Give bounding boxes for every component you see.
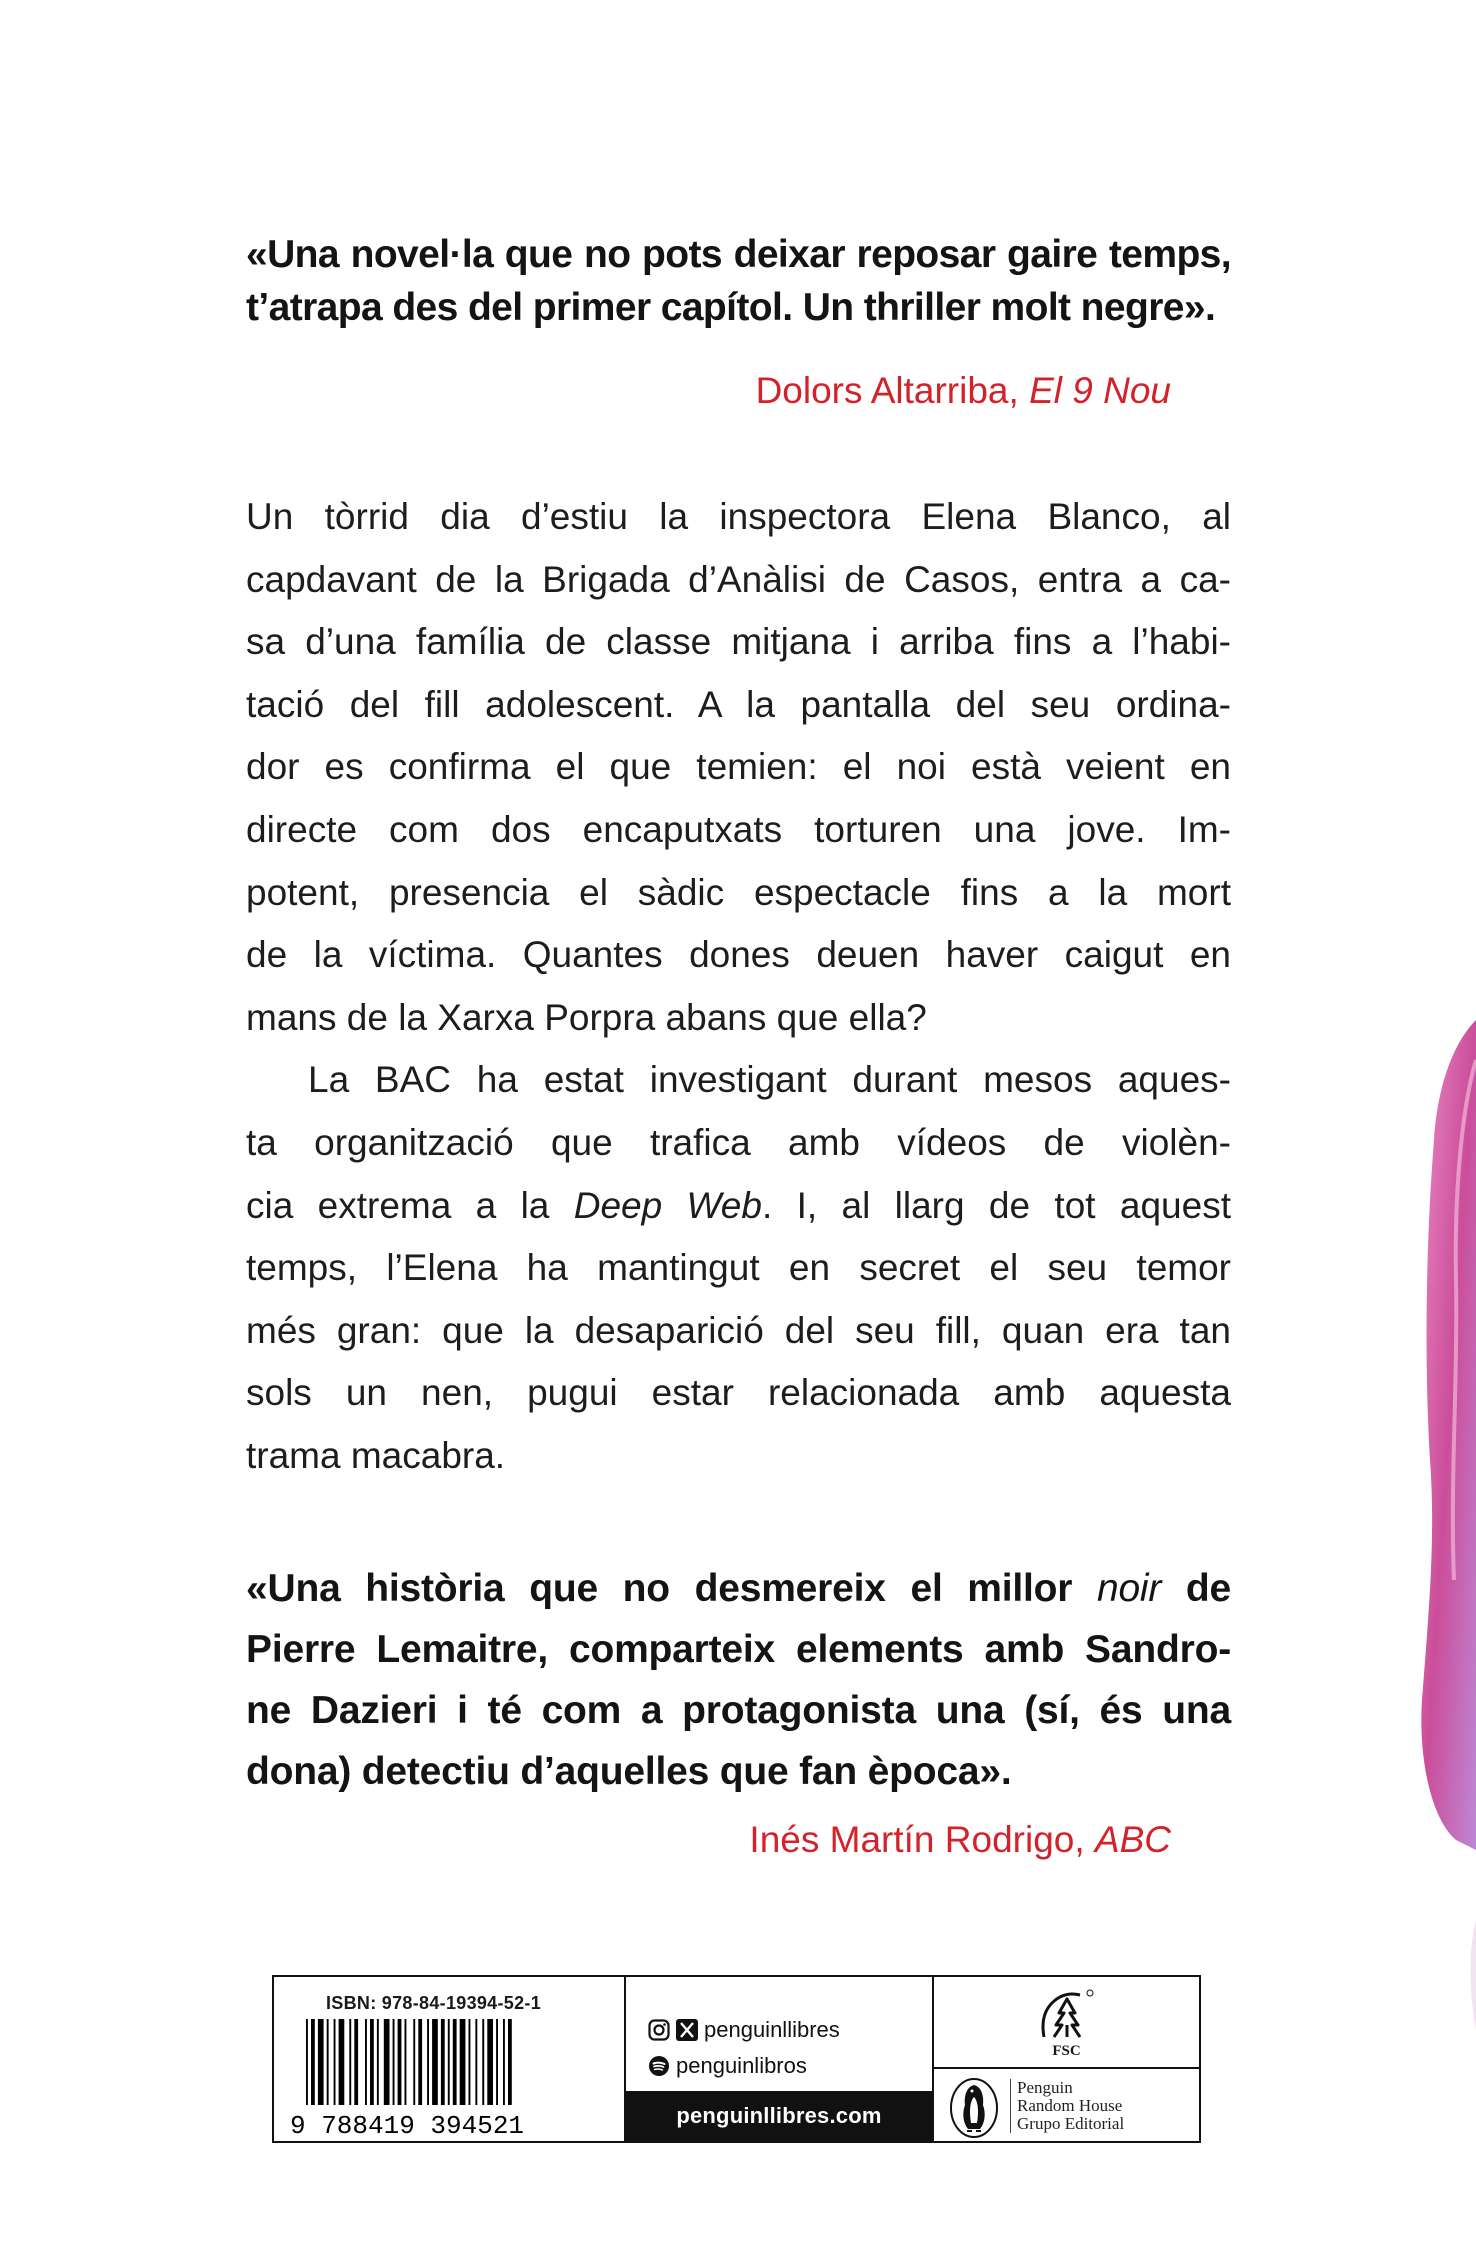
synopsis-line-mixed	[246, 1175, 1231, 1238]
barcode-bar	[508, 2019, 512, 2105]
barcode-bar	[398, 2019, 402, 2105]
barcode-bar	[496, 2019, 498, 2105]
barcode-bar	[427, 2019, 429, 2105]
spotify-icon[interactable]	[648, 2055, 670, 2077]
barcode-bar	[441, 2019, 445, 2105]
isbn-label: ISBN: 978-84-19394-52-1	[326, 1993, 542, 2013]
quote-2-attribution	[749, 1818, 1171, 1862]
barcode-bar	[432, 2019, 438, 2105]
fsc-label: FSC	[1052, 2043, 1081, 2059]
barcode-bar	[311, 2019, 315, 2105]
synopsis-line: dor es confirma el que temien: el noi està veient en	[246, 746, 1231, 788]
synopsis-line: temps, l’Elena ha mantingut en secret el seu temor	[246, 1247, 1231, 1289]
barcode-icon	[288, 2019, 614, 2137]
fsc-block	[934, 1977, 1199, 2069]
quote-2-line-4: dona) detectiu d’aquelles que fan època».	[246, 1750, 1012, 1793]
synopsis-line: directe com dos encaputxats torturen una jove. Im-	[246, 808, 1231, 850]
fsc-tree-icon	[1034, 1985, 1100, 2043]
quote-1-source: El 9 Nou	[1029, 370, 1171, 411]
barcode-bar	[460, 2019, 466, 2105]
publisher-name	[1010, 2079, 1124, 2133]
barcode-bar	[413, 2019, 415, 2105]
publisher-line: Random House	[1017, 2096, 1123, 2115]
penguin-logo-icon	[948, 2077, 1000, 2139]
review-quote-2	[246, 1558, 1231, 1802]
quote-2-line-2: Pierre Lemaitre, comparteix elements amb Sandro-	[246, 1628, 1231, 1671]
publisher-line: Penguin	[1017, 2078, 1073, 2097]
quote-2-source: ABC	[1094, 1819, 1171, 1860]
x-icon[interactable]	[676, 2019, 698, 2041]
barcode-bar	[327, 2019, 329, 2105]
quote-2-italic-term: noir	[1096, 1567, 1162, 1610]
social-row-1	[648, 2015, 840, 2045]
synopsis-text: cia extrema a la	[246, 1184, 574, 1226]
quote-2-line-1	[246, 1558, 1231, 1619]
social-handle-penguinllibres[interactable]: penguinllibres	[704, 2017, 840, 2042]
quote-1-author: Dolors Altarriba,	[755, 370, 1019, 411]
barcode-bar	[349, 2019, 351, 2105]
publisher-logo	[934, 2067, 1199, 2141]
barcode-bar	[384, 2019, 390, 2105]
synopsis-line: La BAC ha estat investigant durant mesos aques-	[308, 1059, 1231, 1101]
synopsis-line: sols un nen, pugui estar relacionada amb aquesta	[246, 1372, 1231, 1414]
quote-2-author: Inés Martín Rodrigo,	[749, 1819, 1085, 1860]
synopsis-line: més gran: que la desaparició del seu fill, quan era tan	[246, 1309, 1231, 1351]
quote-1-line-2: t’atrapa des del primer capítol. Un thriller molt negre».	[246, 286, 1216, 329]
synopsis-line: sa d’una família de classe mitjana i arriba fins a l’habi-	[246, 621, 1231, 663]
quote-1-line-1: «Una novel·la que no pots deixar reposar gaire temps,	[246, 233, 1231, 276]
barcode-bar	[487, 2019, 493, 2105]
paint-stroke-decoration	[1416, 1020, 1476, 2100]
quote-2-text: de	[1161, 1567, 1231, 1610]
barcode-bar	[393, 2019, 395, 2105]
publisher-info-box	[272, 1975, 1201, 2143]
barcode-bar	[453, 2019, 457, 2105]
synopsis-text: . I, al llarg de tot aquest	[761, 1184, 1231, 1226]
barcode-digits: 9 788419 394521	[290, 2111, 525, 2137]
synopsis-italic-term: Deep Web	[573, 1184, 762, 1226]
barcode-bar	[318, 2019, 324, 2105]
synopsis-line: de la víctima. Quantes dones deuen haver caigut en	[246, 934, 1231, 976]
barcode-bar	[365, 2019, 367, 2105]
synopsis-line: trama macabra.	[246, 1434, 506, 1476]
social-handle-penguinlibros[interactable]: penguinlibros	[676, 2053, 807, 2078]
barcode-bar	[469, 2019, 471, 2105]
synopsis-line: potent, presencia el sàdic espectacle fins a la mort	[246, 871, 1231, 913]
synopsis-line: tació del fill adolescent. A la pantalla del seu ordina-	[246, 683, 1231, 725]
barcode-bar	[418, 2019, 422, 2105]
barcode-bar	[503, 2019, 505, 2105]
quote-1-attribution	[756, 369, 1171, 413]
synopsis-line: mans de la Xarxa Porpra abans que ella?	[246, 996, 927, 1038]
barcode-bar	[377, 2019, 379, 2105]
barcode-bar	[405, 2019, 407, 2105]
barcode-bar	[354, 2019, 358, 2105]
social-row-2	[648, 2051, 807, 2081]
instagram-icon[interactable]	[648, 2019, 670, 2041]
barcode-bar	[448, 2019, 450, 2105]
isbn-cell	[274, 1977, 626, 2141]
barcode-bar	[306, 2019, 308, 2105]
synopsis-line: Un tòrrid dia d’estiu la inspectora Elena Blanco, al	[246, 496, 1231, 537]
website-link[interactable]: penguinllibres.com	[626, 2091, 932, 2141]
review-quote-1	[246, 228, 1231, 334]
logo-cell	[934, 1977, 1199, 2141]
synopsis	[246, 486, 1231, 1488]
quote-2-text: «Una història que no desmereix el millor	[246, 1567, 1097, 1610]
publisher-line: Grupo Editorial	[1017, 2114, 1125, 2133]
barcode-bar	[334, 2019, 336, 2105]
barcode-bar	[370, 2019, 374, 2105]
social-cell	[626, 1977, 934, 2141]
synopsis-line: ta organització que trafica amb vídeos de violèn-	[246, 1121, 1231, 1163]
barcode-bar	[339, 2019, 345, 2105]
quote-2-line-3: ne Dazieri i té com a protagonista una (sí, és una	[246, 1689, 1231, 1732]
barcode-bar	[482, 2019, 484, 2105]
barcode-bar	[475, 2019, 477, 2105]
synopsis-line: capdavant de la Brigada d’Anàlisi de Casos, entra a ca-	[246, 558, 1231, 600]
